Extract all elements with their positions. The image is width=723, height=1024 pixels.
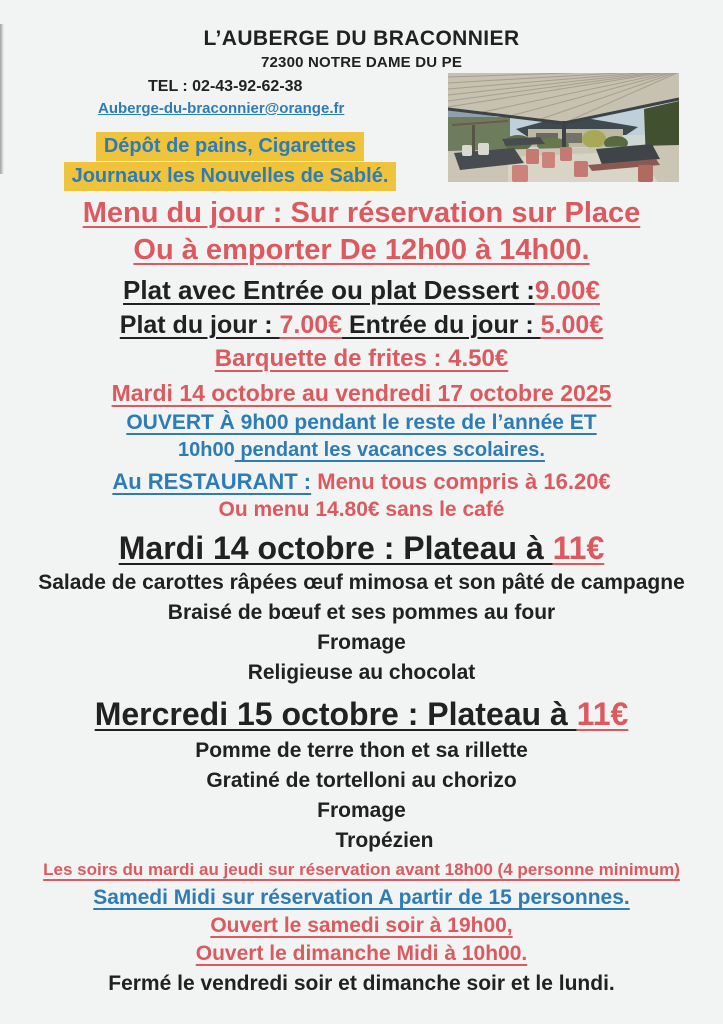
combo-price: 9.00€	[534, 275, 600, 305]
day1-item: Fromage	[317, 631, 406, 654]
phone-number: TEL : 02-43-92-62-38	[148, 78, 303, 95]
services-line-1: Dépôt de pains, Cigarettes	[96, 132, 364, 161]
plat-price: 7.00€	[279, 311, 343, 339]
restaurant-label: Au RESTAURANT :	[112, 469, 312, 494]
restaurant-address: 72300 NOTRE DAME DU PE	[260, 54, 463, 71]
day2-item: Fromage	[317, 799, 406, 822]
open-sunday-note: Ouvert le dimanche Midi à 10h00.	[195, 942, 528, 965]
restaurant-name: L’AUBERGE DU BRACONNIER	[203, 27, 520, 50]
restaurant-menu-no-coffee: Ou menu 14.80€ sans le café	[218, 498, 505, 521]
day1-item: Braisé de bœuf et ses pommes au four	[167, 601, 556, 624]
terrace-photo	[448, 73, 679, 182]
price-line-plat-entree: Plat du jour : 7.00€ Entrée du jour : 5.00€	[119, 311, 604, 339]
menu-full-price: Menu tous compris à 16.20€	[311, 469, 611, 494]
menu-header-line-2: Ou à emporter De 12h00 à 14h00.	[133, 234, 590, 266]
week-dates: Mardi 14 octobre au vendredi 17 octobre 2025	[111, 380, 612, 406]
opening-hours-line-1: OUVERT À 9h00 pendant le reste de l’année ET	[126, 411, 597, 434]
saturday-reservation-note: Samedi Midi sur réservation A partir de 15 personnes.	[93, 886, 630, 909]
restaurant-menu-line	[0, 469, 723, 494]
services-highlight	[0, 131, 460, 191]
day2-item: Gratiné de tortelloni au chorizo	[206, 769, 517, 792]
opening-hours-line-2: 10h00 pendant les vacances scolaires.	[178, 439, 545, 461]
open-saturday-note: Ouvert le samedi soir à 19h00,	[210, 914, 513, 937]
scan-edge-artifact	[0, 24, 4, 174]
day2-item: Pomme de terre thon et sa rillette	[195, 739, 528, 762]
price-line-frites: Barquette de frites : 4.50€	[214, 345, 509, 372]
day2-price: 11€	[576, 696, 629, 732]
day1-item: Religieuse au chocolat	[247, 661, 476, 684]
entree-price: 5.00€	[540, 311, 604, 339]
price-line-combo: Plat avec Entrée ou plat Dessert :9.00€	[123, 275, 600, 305]
day1-price: 11€	[552, 530, 605, 566]
services-line-2: Journaux les Nouvelles de Sablé.	[64, 162, 397, 191]
day2-item: Tropézien	[335, 829, 434, 852]
day2-title: Mercredi 15 octobre : Plateau à 11€	[94, 696, 629, 732]
menu-header-line-1: Menu du jour : Sur réservation sur Place	[82, 197, 641, 229]
evening-reservation-note: Les soirs du mardi au jeudi sur réservation avant 18h00 (4 personne minimum)	[43, 860, 680, 879]
day1-item: Salade de carottes râpées œuf mimosa et son pâté de campagne	[38, 571, 685, 594]
day1-title: Mardi 14 octobre : Plateau à 11€	[118, 530, 605, 566]
closed-days-note: Fermé le vendredi soir et dimanche soir et le lundi.	[108, 972, 615, 995]
email-link[interactable]: Auberge-du-braconnier@orange.fr	[98, 100, 345, 117]
